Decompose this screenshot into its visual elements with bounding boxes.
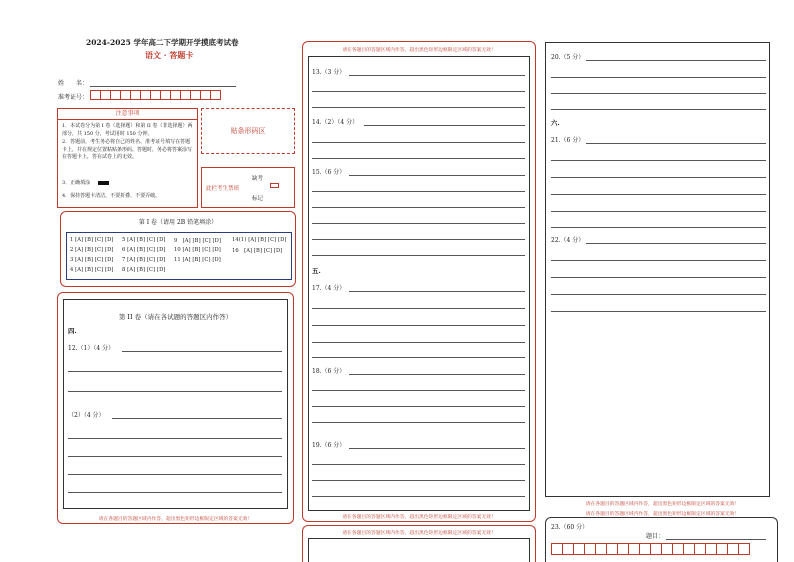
notice-item-4: 4．保持答题卡清洁，不要折叠、不要弄破。: [62, 193, 161, 199]
bubble-q2[interactable]: 2 [A] [B] [C] [D]: [70, 247, 114, 253]
q18-line-2[interactable]: [312, 406, 525, 407]
notice-box: [57, 108, 198, 208]
q13-line-1[interactable]: [312, 91, 525, 92]
name-label: 姓 名：: [58, 80, 89, 87]
q13-line-2[interactable]: [312, 107, 525, 108]
q17-line-1[interactable]: [312, 308, 525, 309]
q12-2-line-0[interactable]: [112, 418, 282, 419]
notice-item-2: 2．答题前，考生务必将自己的姓名、准考证号填写在答题卡上，并在规定位置粘贴条形码。答题时，务必将答案涂写在答题卡上，答在试卷上的无效。: [62, 139, 193, 160]
q18-line-3[interactable]: [312, 422, 525, 423]
q12-1-line-1[interactable]: [68, 371, 282, 372]
col2-top-warning: 请在各题目的答题区域内作答，超出黑色矩形边框限定区域的答案无效！: [342, 48, 496, 53]
q15-line-2[interactable]: [312, 207, 525, 208]
bubble-q11[interactable]: 11 [A] [B] [C] [D]: [174, 257, 221, 263]
col2-bottom-warning: 请在各题目的答题区域内作答，超出黑色矩形边框限定区域的答案无效！: [342, 515, 496, 520]
col2-second-warning: 请在各题目的答题区域内作答，超出黑色矩形边框限定区域的答案无效！: [342, 531, 496, 536]
essay-grid[interactable]: [551, 543, 749, 555]
q15-line-1[interactable]: [312, 191, 525, 192]
q20-line-0[interactable]: [586, 60, 766, 61]
bubble-q9[interactable]: 9 [A] [B] [C] [D]: [174, 238, 222, 244]
q12-2-line-1[interactable]: [68, 438, 282, 439]
q12-2-label: （2）（4 分）: [68, 412, 105, 419]
q14-line-2[interactable]: [312, 158, 525, 159]
q12-1-line-2[interactable]: [68, 391, 282, 392]
q19-line-3[interactable]: [312, 496, 525, 497]
q17-label: 17.（4 分）: [312, 285, 346, 292]
essay-box: [545, 517, 778, 562]
absent-mark-box[interactable]: [270, 183, 279, 188]
q15-line-0[interactable]: [349, 175, 525, 176]
col1-bottom-warning: 请在各题目的答题区域内作答，超出黑色矩形边框限定区域的答案无效！: [98, 517, 253, 522]
q12-1-line-0[interactable]: [122, 351, 282, 352]
bubble-q16[interactable]: 16 [A] [B] [C] [D]: [232, 248, 283, 254]
col3-warning-1: 请在各题目的答题区域内作答，超出黑色矩形边框限定区域的答案无效！: [585, 502, 740, 507]
section-5-label: 五.: [312, 267, 321, 275]
barcode-area: [201, 108, 295, 154]
q21-line-0[interactable]: [586, 143, 766, 144]
q20-line-3[interactable]: [551, 109, 766, 110]
filled-sample-icon: [98, 181, 109, 185]
bubble-q7[interactable]: 7 [A] [B] [C] [D]: [122, 257, 166, 263]
part1-title: 第 I 卷（请用 2B 铅笔填涂）: [138, 219, 218, 226]
absent-label-bottom: 标记: [252, 196, 264, 202]
ticket-label: 准考证号：: [58, 94, 89, 101]
part2-title: 第 II 卷（请在各试题的答题区内作答）: [118, 313, 233, 321]
q14-line-0[interactable]: [364, 125, 525, 126]
bubble-q14-1[interactable]: 14(1) [A] [B] [C] [D]: [232, 237, 287, 243]
essay-topic-label: 题目：: [646, 533, 665, 540]
q15-label: 15.（6 分）: [312, 169, 346, 176]
part2-inner-box: [63, 299, 288, 509]
q23-label: 23.（60 分）: [551, 524, 589, 531]
q21-label: 21.（6 分）: [551, 137, 585, 144]
part1-box: [60, 211, 296, 287]
q21-line-5[interactable]: [551, 227, 766, 228]
barcode-label: 贴条形码区: [230, 127, 266, 135]
q13-line-0[interactable]: [349, 75, 525, 76]
q22-line-3[interactable]: [551, 294, 766, 295]
q22-line-2[interactable]: [551, 277, 766, 278]
bubble-q10[interactable]: 10 [A] [B] [C] [D]: [174, 247, 221, 253]
q19-line-0[interactable]: [349, 448, 525, 449]
q14-line-1[interactable]: [312, 142, 525, 143]
ticket-number-boxes[interactable]: [90, 90, 220, 100]
q17-line-4[interactable]: [312, 357, 525, 358]
section-6-label: 六.: [551, 119, 560, 127]
q12-2-line-4[interactable]: [68, 492, 282, 493]
q18-label: 18.（6 分）: [312, 368, 346, 375]
q15-line-5[interactable]: [312, 255, 525, 256]
q15-line-4[interactable]: [312, 239, 525, 240]
notice-item-1: 1．本试卷分为第 I 卷（选择题）和第 II 卷（非选择题）两部分，共 150 分，考试用时 150 分钟。: [62, 123, 193, 137]
q12-2-line-3[interactable]: [68, 474, 282, 475]
bubble-q3[interactable]: 3 [A] [B] [C] [D]: [70, 257, 114, 263]
exam-title: 2024-2025 学年高二下学期开学摸底考试卷: [86, 38, 239, 47]
notice-heading: 注意事项: [58, 109, 197, 120]
q21-line-2[interactable]: [551, 177, 766, 178]
absent-box: [201, 167, 295, 208]
q18-line-0[interactable]: [349, 374, 525, 375]
q19-label: 19.（6 分）: [312, 442, 346, 449]
col2-continued-inner: [308, 538, 530, 562]
q19-line-2[interactable]: [312, 480, 525, 481]
col2-inner: [308, 56, 530, 511]
q19-line-1[interactable]: [312, 464, 525, 465]
name-line[interactable]: [90, 86, 236, 87]
q22-line-1[interactable]: [551, 260, 766, 261]
q12-1-label: 12.（1）（4 分）: [68, 345, 115, 352]
part2-outer-box: [57, 292, 294, 524]
bubble-q5[interactable]: 5 [A] [B] [C] [D]: [122, 237, 166, 243]
q17-line-2[interactable]: [312, 325, 525, 326]
q14-label: 14.（2）（4 分）: [312, 119, 359, 126]
q15-line-3[interactable]: [312, 223, 525, 224]
q20-line-2[interactable]: [551, 93, 766, 94]
q13-label: 13.（3 分）: [312, 69, 346, 76]
col2-box: [302, 41, 536, 522]
q20-line-1[interactable]: [551, 77, 766, 78]
bubble-q1[interactable]: 1 [A] [B] [C] [D]: [70, 237, 114, 243]
q18-line-1[interactable]: [312, 390, 525, 391]
q12-2-line-2[interactable]: [68, 456, 282, 457]
q17-line-0[interactable]: [349, 291, 525, 292]
part1-bubble-grid[interactable]: [66, 232, 292, 280]
bubble-q6[interactable]: 6 [A] [B] [C] [D]: [122, 247, 166, 253]
q22-line-0[interactable]: [586, 243, 766, 244]
bubble-q8[interactable]: 8 [A] [B] [C] [D]: [122, 267, 166, 273]
absent-label-top: 缺考: [252, 176, 264, 182]
essay-topic-line[interactable]: [666, 539, 766, 540]
q17-line-3[interactable]: [312, 342, 525, 343]
q21-line-3[interactable]: [551, 194, 766, 195]
absent-label-left: 此栏考生禁填: [206, 186, 240, 192]
col3-warning-2: 请在各题目的答题区域内作答，超出黑色矩形边框限定区域的答案无效！: [585, 512, 740, 517]
q21-line-4[interactable]: [551, 211, 766, 212]
col3-box: [545, 42, 770, 497]
q20-label: 20.（5 分）: [551, 54, 585, 61]
notice-item-3: 3．正确填涂: [62, 180, 91, 186]
q22-label: 22.（4 分）: [551, 237, 585, 244]
section-4-label: 四.: [68, 327, 77, 335]
exam-subtitle: 语文 · 答题卡: [145, 50, 194, 60]
q21-line-1[interactable]: [551, 160, 766, 161]
col2-continued-box: [302, 525, 536, 562]
q22-line-4[interactable]: [551, 311, 766, 312]
bubble-q4[interactable]: 4 [A] [B] [C] [D]: [70, 267, 114, 273]
